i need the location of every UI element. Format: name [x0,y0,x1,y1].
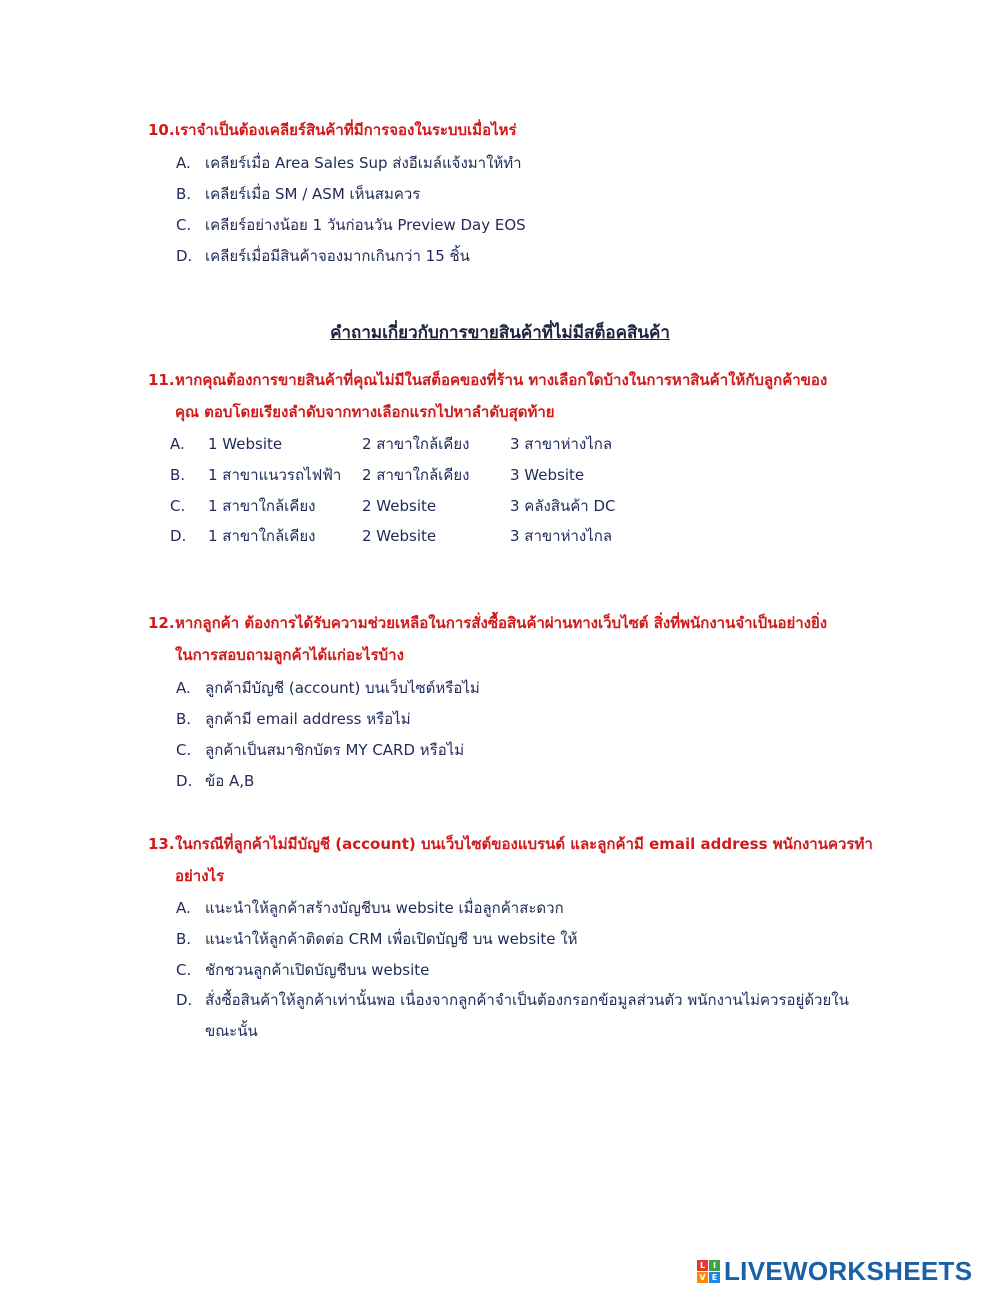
option-text: ลูกค้ามีบัญชี (account) บนเว็บไซต์หรือไม่ [205,679,480,697]
option-choice-2: 2 Website [362,527,437,545]
badge-letter: V [697,1272,708,1283]
question-text-line1: ในกรณีที่ลูกค้าไม่มีบัญชี (account) บนเว็บไซต์ของแบรนด์ และลูกค้ามี email address พนักงานควรทำ [175,835,873,853]
question-text-line1: หากคุณต้องการขายสินค้าที่คุณไม่มีในสต็อคของที่ร้าน ทางเลือกใดบ้างในการหาสินค้าให้กับลูกค้าของ [175,371,828,389]
option-text: แนะนำให้ลูกค้าติดต่อ CRM เพื่อเปิดบัญชี บน website ให้ [205,930,578,948]
option-letter: D. [176,247,193,265]
question-text-line2: คุณ ตอบโดยเรียงลำดับจากทางเลือกแรกไปหาลำดับสุดท้าย [175,403,555,421]
section-title: คำถามเกี่ยวกับการขายสินค้าที่ไม่มีสต็อคสินค้า [330,323,670,343]
option-choice-2: 2 สาขาใกล้เคียง [362,466,470,484]
option-text: เคลียร์เมื่อ SM / ASM เห็นสมควร [205,185,421,203]
option-text: ชักชวนลูกค้าเปิดบัญชีบน website [205,961,430,979]
option-letter: D. [176,991,193,1009]
option-letter: C. [176,961,192,979]
option-choice-2: 2 Website [362,497,437,515]
option-letter: B. [170,466,186,484]
option-text: แนะนำให้ลูกค้าสร้างบัญชีบน website เมื่อลูกค้าสะดวก [205,899,564,917]
option-choice-2: 2 สาขาใกล้เคียง [362,435,470,453]
option-letter: B. [176,710,192,728]
option-letter: B. [176,185,192,203]
question-13-title [148,828,873,892]
option-text: สั่งซื้อสินค้าให้ลูกค้าเท่านั้นพอ เนื่องจากลูกค้าจำเป็นต้องกรอกข้อมูลส่วนตัว พนักงานไม่ควรอยู่ด้วยใน [205,991,849,1009]
option-letter: A. [176,679,191,697]
option-choice-1: 1 สาขาใกล้เคียง [208,497,316,515]
option-text-continued: ขณะนั้น [205,1022,258,1040]
logo-wordmark: LIVEWORKSHEETS [724,1255,973,1286]
option-letter: D. [170,527,187,545]
option-choice-3: 3 คลังสินค้า DC [510,497,616,515]
option-choice-1: 1 Website [208,435,283,453]
question-number: 10. [148,121,175,139]
option-text: ลูกค้ามี email address หรือไม่ [205,710,411,728]
question-text-line2: ในการสอบถามลูกค้าได้แก่อะไรบ้าง [175,646,404,664]
question-text-line2: อย่างไร [175,867,225,885]
option-choice-1: 1 สาขาแนวรถไฟฟ้า [208,466,342,484]
option-letter: C. [176,741,192,759]
question-11-title [148,364,827,428]
question-text-line1: หากลูกค้า ต้องการได้รับความช่วยเหลือในการสั่งซื้อสินค้าผ่านทางเว็บไซต์ สิ่งที่พนักงานจำเป็นอย่างยิ่ง [175,614,828,632]
option-letter: A. [176,899,191,917]
liveworksheets-logo [697,1256,972,1286]
option-letter: A. [176,154,191,172]
option-choice-3: 3 สาขาห่างไกล [510,435,613,453]
option-letter: D. [176,772,193,790]
option-choice-3: 3 สาขาห่างไกล [510,527,613,545]
live-badge-icon [697,1260,720,1283]
question-12-title [148,607,827,671]
question-number: 12. [148,614,175,632]
option-text: ข้อ A,B [205,772,255,790]
option-text: ลูกค้าเป็นสมาชิกบัตร MY CARD หรือไม่ [205,741,465,759]
badge-letter: L [697,1260,708,1271]
question-number: 13. [148,835,175,853]
option-letter: C. [176,216,192,234]
option-text: เคลียร์เมื่อ Area Sales Sup ส่งอีเมล์แจ้งมาให้ทำ [205,154,522,172]
question-number: 11. [148,371,175,389]
badge-letter: I [709,1260,720,1271]
option-choice-3: 3 Website [510,466,585,484]
question-10-title [148,114,517,146]
question-text: เราจำเป็นต้องเคลียร์สินค้าที่มีการจองในระบบเมื่อไหร่ [175,121,517,139]
badge-letter: E [709,1272,720,1283]
option-letter: A. [170,435,185,453]
option-choice-1: 1 สาขาใกล้เคียง [208,527,316,545]
option-text: เคลียร์เมื่อมีสินค้าจองมากเกินกว่า 15 ชิ้น [205,247,470,265]
option-letter: B. [176,930,192,948]
option-text: เคลียร์อย่างน้อย 1 วันก่อนวัน Preview Day EOS [205,216,526,234]
option-letter: C. [170,497,186,515]
